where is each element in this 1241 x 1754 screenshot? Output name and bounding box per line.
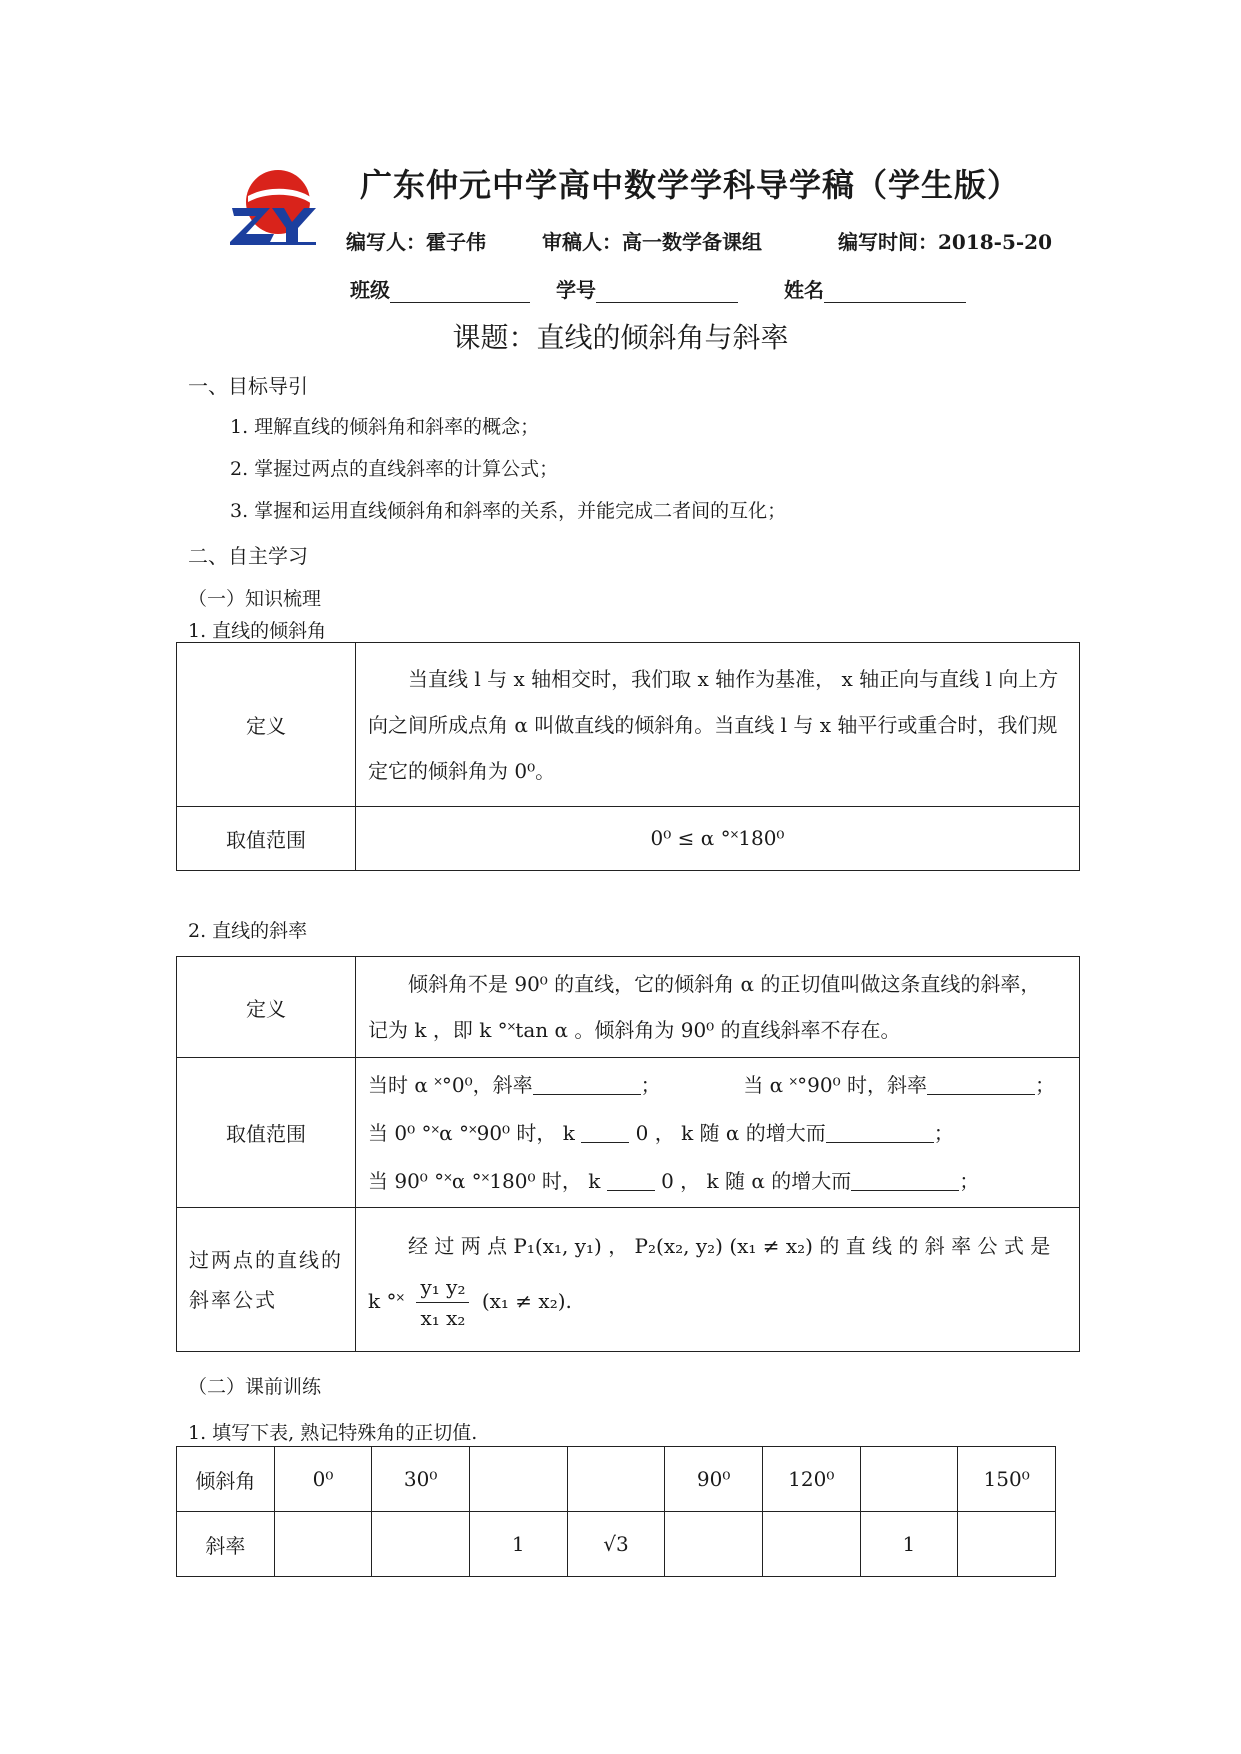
def-line: 倾斜角不是 90⁰ 的直线，它的倾斜角 α 的正切值叫做这条直线的斜率， bbox=[408, 972, 1041, 996]
formula-k: k °˟ bbox=[368, 1289, 405, 1313]
class-field[interactable] bbox=[350, 274, 530, 303]
date: 编写时间：2018-5-20 bbox=[838, 230, 1053, 254]
range-line: 当时 α ˟°0⁰，斜率 ； 当 α ˟°90⁰ 时，斜率 ； bbox=[368, 1072, 1056, 1097]
id-blank[interactable] bbox=[596, 282, 738, 303]
answer-blank[interactable] bbox=[927, 1094, 1035, 1095]
section1-heading: 一、目标导引 bbox=[188, 374, 308, 398]
topic-title: 课题：直线的倾斜角与斜率 bbox=[452, 321, 789, 354]
slope-cell[interactable] bbox=[372, 1512, 470, 1577]
name-label: 姓名 bbox=[784, 278, 824, 302]
slope-table bbox=[176, 956, 1080, 1352]
angle-cell: 90⁰ bbox=[665, 1447, 763, 1512]
answer-blank[interactable] bbox=[607, 1190, 655, 1191]
slope-cell[interactable] bbox=[958, 1512, 1056, 1577]
angle-cell: 150⁰ bbox=[958, 1447, 1056, 1512]
answer-blank[interactable] bbox=[826, 1142, 934, 1143]
class-blank[interactable] bbox=[390, 282, 530, 303]
special-angles-table bbox=[176, 1446, 1056, 1577]
formula-cell bbox=[356, 1208, 1080, 1352]
row-label: 倾斜角 bbox=[177, 1447, 275, 1512]
answer-blank[interactable] bbox=[851, 1190, 959, 1191]
part1-title: 1. 直线的倾斜角 bbox=[188, 620, 327, 642]
class-label: 班级 bbox=[350, 278, 390, 302]
answer-blank[interactable] bbox=[533, 1094, 641, 1095]
range-text: 当 α ˟°90⁰ 时，斜率 bbox=[743, 1072, 928, 1097]
range-label: 取值范围 bbox=[177, 807, 356, 871]
slope-cell[interactable] bbox=[762, 1512, 860, 1577]
sub-heading-1: （一）知识梳理 bbox=[188, 588, 322, 610]
formula-expression bbox=[368, 1272, 1067, 1333]
angle-cell: 0⁰ bbox=[274, 1447, 372, 1512]
angle-cell: 120⁰ bbox=[762, 1447, 860, 1512]
sub-heading-2: （二）课前训练 bbox=[188, 1376, 322, 1398]
formula-fraction bbox=[416, 1272, 469, 1333]
slope-cell: 1 bbox=[469, 1512, 567, 1577]
range-line: 当 0⁰ °˟α °˟90⁰ 时， k 0 ， k 随 α 的增大而 ； bbox=[368, 1120, 954, 1145]
formula-line: 经 过 两 点 P₁(x₁, y₁) ， P₂(x₂, y₂) (x₁ ≠ x₂) 的 直 线 的 斜 率 公 式 是 bbox=[408, 1234, 1051, 1258]
angle-cell: 30⁰ bbox=[372, 1447, 470, 1512]
slope-cell[interactable] bbox=[274, 1512, 372, 1577]
id-label: 学号 bbox=[556, 278, 596, 302]
formula-label-cell bbox=[177, 1208, 356, 1352]
name-field[interactable] bbox=[784, 274, 966, 303]
formula-label: 过两点的直线的斜率公式 bbox=[189, 1247, 343, 1312]
def-cell bbox=[356, 643, 1080, 807]
school-title: 广东仲元中学高中数学学科导学稿（学生版） bbox=[359, 166, 1020, 204]
author: 编写人：霍子伟 bbox=[346, 230, 486, 254]
goal-item: 3. 掌握和运用直线倾斜角和斜率的关系，并能完成二者间的互化； bbox=[230, 500, 787, 522]
goal-item: 1. 理解直线的倾斜角和斜率的概念； bbox=[230, 416, 540, 438]
def-line: 记为 k ，即 k °˟tan α 。倾斜角为 90⁰ 的直线斜率不存在。 bbox=[368, 1018, 901, 1042]
exercise-title: 1. 填写下表, 熟记特殊角的正切值. bbox=[188, 1422, 478, 1444]
formula-condition: (x₁ ≠ x₂). bbox=[481, 1289, 572, 1313]
range-label: 取值范围 bbox=[177, 1058, 356, 1208]
section2-heading: 二、自主学习 bbox=[188, 544, 308, 568]
name-blank[interactable] bbox=[824, 282, 966, 303]
slope-cell: 1 bbox=[860, 1512, 958, 1577]
range-text: 0 ， k 随 α 的增大而 bbox=[661, 1168, 852, 1193]
range-text: 0 ， k 随 α 的增大而 bbox=[635, 1120, 826, 1145]
def-text: 当直线 l 与 x 轴相交时，我们取 x 轴作为基准， x 轴正向与直线 l 向上方向之间所成点角 α 叫做直线的倾斜角。当直线 l 与 x 轴平行或重合时，我们规定它的倾斜角为 0⁰。 bbox=[368, 666, 1059, 783]
slope-cell: √3 bbox=[567, 1512, 665, 1577]
goal-item: 2. 掌握过两点的直线斜率的计算公式； bbox=[230, 458, 559, 480]
range-cell bbox=[356, 1058, 1080, 1208]
id-field[interactable] bbox=[556, 274, 738, 303]
def-cell bbox=[356, 957, 1080, 1058]
angle-cell[interactable] bbox=[860, 1447, 958, 1512]
range-text: 0⁰ ≤ α °˟180⁰ bbox=[356, 807, 1080, 871]
part2-title: 2. 直线的斜率 bbox=[188, 920, 308, 942]
def-label: 定义 bbox=[177, 957, 356, 1058]
range-text: 当 0⁰ °˟α °˟90⁰ 时， k bbox=[368, 1120, 575, 1145]
range-line: 当 90⁰ °˟α °˟180⁰ 时， k 0 ， k 随 α 的增大而 ； bbox=[368, 1168, 980, 1193]
range-text: 当 90⁰ °˟α °˟180⁰ 时， k bbox=[368, 1168, 601, 1193]
angle-cell[interactable] bbox=[469, 1447, 567, 1512]
fraction-numerator: y₁ y₂ bbox=[416, 1272, 469, 1303]
reviewer: 审稿人：高一数学备课组 bbox=[542, 230, 762, 254]
angle-cell[interactable] bbox=[567, 1447, 665, 1512]
inclination-table bbox=[176, 642, 1080, 871]
range-text: 当时 α ˟°0⁰，斜率 bbox=[368, 1072, 533, 1097]
answer-blank[interactable] bbox=[581, 1142, 629, 1143]
row-label: 斜率 bbox=[177, 1512, 275, 1577]
def-label: 定义 bbox=[177, 643, 356, 807]
fraction-denominator: x₁ x₂ bbox=[420, 1306, 466, 1330]
slope-cell[interactable] bbox=[665, 1512, 763, 1577]
